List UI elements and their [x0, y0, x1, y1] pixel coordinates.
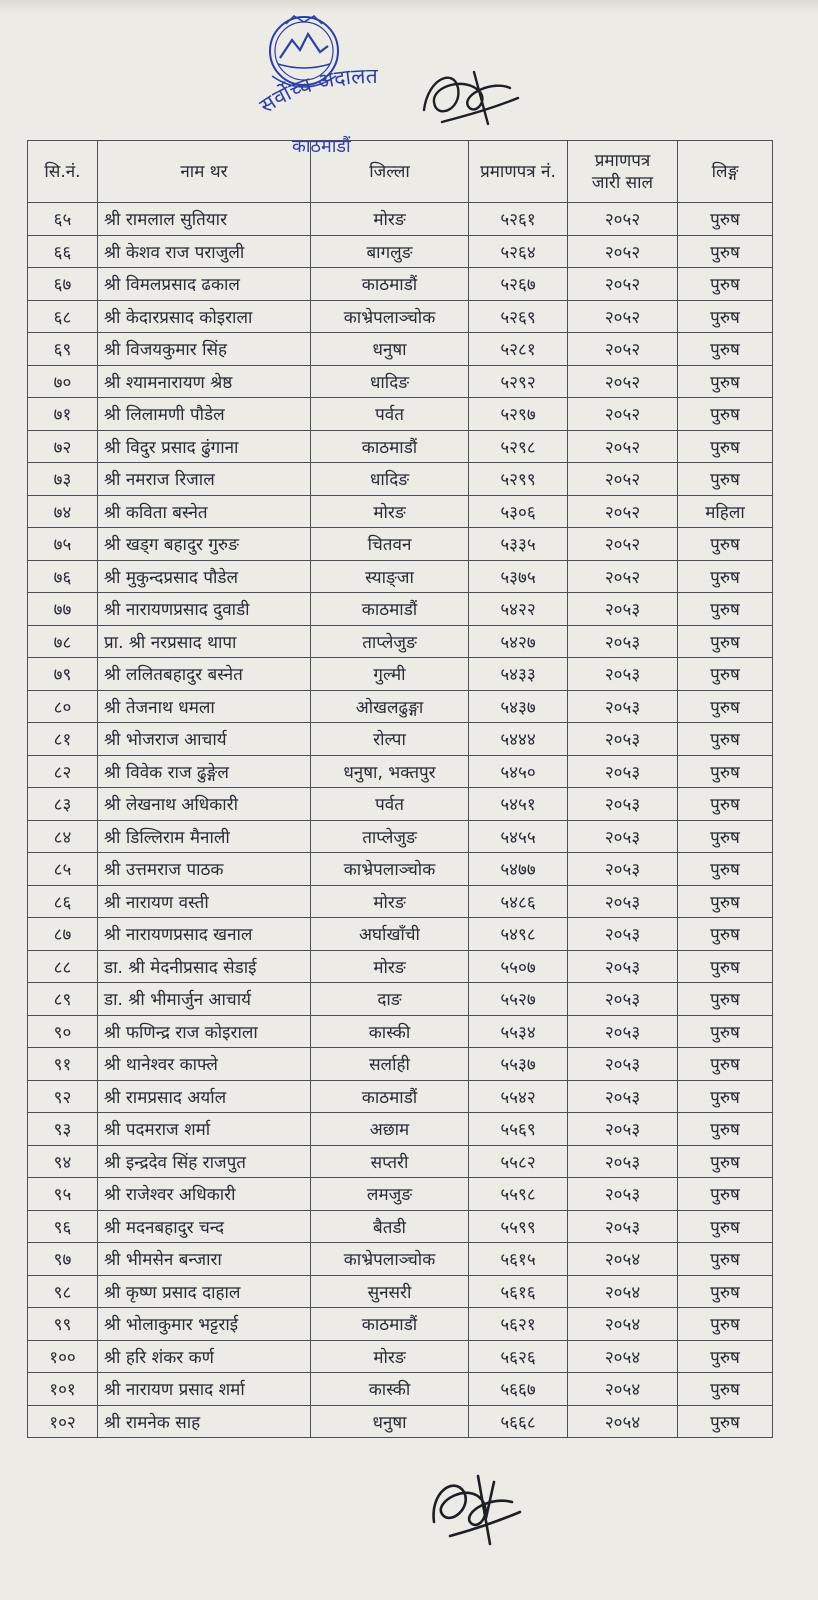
table-row	[28, 983, 773, 1016]
cell-district: काभ्रेपलाञ्चोक	[311, 300, 469, 333]
cell-certificate-number: ५४३७	[469, 690, 568, 723]
cell-certificate-number: ५५८२	[469, 1145, 568, 1178]
cell-gender: पुरुष	[678, 463, 773, 496]
cell-district: ताप्लेजुङ	[311, 625, 469, 658]
cell-gender: पुरुष	[678, 430, 773, 463]
cell-certificate-number: ५४९८	[469, 918, 568, 951]
cell-serial-number: १०१	[28, 1373, 98, 1406]
cell-name: श्री उत्तमराज पाठक	[98, 853, 311, 886]
cell-issue-year: २०५३	[568, 658, 678, 691]
cell-serial-number: ९७	[28, 1243, 98, 1276]
cell-name: श्री नारायण वस्ती	[98, 885, 311, 918]
seal-city-text: काठमाडौं	[292, 136, 351, 156]
cell-certificate-number: ५४५०	[469, 755, 568, 788]
cell-district: रोल्पा	[311, 723, 469, 756]
cell-serial-number: ६८	[28, 300, 98, 333]
cell-certificate-number: ५५२७	[469, 983, 568, 1016]
cell-name: श्री रामनेक साह	[98, 1405, 311, 1438]
table-row	[28, 788, 773, 821]
cell-gender: पुरुष	[678, 1015, 773, 1048]
cell-district: काठमाडौं	[311, 268, 469, 301]
cell-certificate-number: ५३३५	[469, 528, 568, 561]
cell-issue-year: २०५३	[568, 690, 678, 723]
table-row	[28, 333, 773, 366]
cell-issue-year: २०५३	[568, 1113, 678, 1146]
cell-district: सप्तरी	[311, 1145, 469, 1178]
cell-serial-number: ८६	[28, 885, 98, 918]
cell-gender: पुरुष	[678, 1113, 773, 1146]
table-row	[28, 1405, 773, 1438]
table-row	[28, 430, 773, 463]
cell-district: अछाम	[311, 1113, 469, 1146]
cell-serial-number: ६९	[28, 333, 98, 366]
cell-name: श्री नारायणप्रसाद दुवाडी	[98, 593, 311, 626]
cell-certificate-number: ५५३४	[469, 1015, 568, 1048]
table-row	[28, 203, 773, 236]
cell-gender: पुरुष	[678, 235, 773, 268]
table-row	[28, 1048, 773, 1081]
cell-name: श्री विजयकुमार सिंह	[98, 333, 311, 366]
table-row	[28, 853, 773, 886]
table-row	[28, 723, 773, 756]
table-row	[28, 1015, 773, 1048]
cell-issue-year: २०५२	[568, 528, 678, 561]
cell-issue-year: २०५३	[568, 1210, 678, 1243]
cell-gender: पुरुष	[678, 1243, 773, 1276]
cell-certificate-number: ५६६८	[469, 1405, 568, 1438]
cell-certificate-number: ५३७५	[469, 560, 568, 593]
table-row	[28, 658, 773, 691]
cell-certificate-number: ५२९७	[469, 398, 568, 431]
cell-certificate-number: ५४४४	[469, 723, 568, 756]
cell-gender: पुरुष	[678, 1275, 773, 1308]
cell-district: धनुषा	[311, 333, 469, 366]
cell-serial-number: ८४	[28, 820, 98, 853]
cell-serial-number: ९३	[28, 1113, 98, 1146]
cell-gender: पुरुष	[678, 983, 773, 1016]
cell-gender: पुरुष	[678, 625, 773, 658]
header-district: जिल्ला	[311, 141, 469, 203]
cell-certificate-number: ५४८६	[469, 885, 568, 918]
cell-district: धनुषा	[311, 1405, 469, 1438]
cell-name: श्री भीमसेन बन्जारा	[98, 1243, 311, 1276]
cell-district: ओखलढुङ्गा	[311, 690, 469, 723]
cell-certificate-number: ५४५१	[469, 788, 568, 821]
cell-gender: पुरुष	[678, 658, 773, 691]
cell-serial-number: ८५	[28, 853, 98, 886]
cell-gender: पुरुष	[678, 203, 773, 236]
cell-name: श्री ललितबहादुर बस्नेत	[98, 658, 311, 691]
header-certificate-number: प्रमाणपत्र नं.	[469, 141, 568, 203]
cell-issue-year: २०५४	[568, 1373, 678, 1406]
cell-serial-number: ८२	[28, 755, 98, 788]
cell-gender: महिला	[678, 495, 773, 528]
cell-issue-year: २०५२	[568, 430, 678, 463]
cell-gender: पुरुष	[678, 398, 773, 431]
cell-certificate-number: ५५४२	[469, 1080, 568, 1113]
header-gender: लिङ्ग	[678, 141, 773, 203]
cell-certificate-number: ५६६७	[469, 1373, 568, 1406]
cell-serial-number: ७६	[28, 560, 98, 593]
cell-issue-year: २०५२	[568, 560, 678, 593]
cell-serial-number: ८३	[28, 788, 98, 821]
cell-serial-number: ७१	[28, 398, 98, 431]
cell-district: काठमाडौं	[311, 593, 469, 626]
cell-gender: पुरुष	[678, 268, 773, 301]
cell-serial-number: ७८	[28, 625, 98, 658]
cell-gender: पुरुष	[678, 885, 773, 918]
cell-name: श्री मदनबहादुर चन्द	[98, 1210, 311, 1243]
cell-name: डा. श्री मेदनीप्रसाद सेडाई	[98, 950, 311, 983]
cell-gender: पुरुष	[678, 1373, 773, 1406]
cell-district: स्याङ्जा	[311, 560, 469, 593]
cell-district: काठमाडौं	[311, 1308, 469, 1341]
cell-serial-number: ९१	[28, 1048, 98, 1081]
cell-district: काभ्रेपलाञ्चोक	[311, 1243, 469, 1276]
cell-name: श्री कृष्ण प्रसाद दाहाल	[98, 1275, 311, 1308]
cell-name: श्री हरि शंकर कर्ण	[98, 1340, 311, 1373]
cell-district: धादिङ	[311, 463, 469, 496]
cell-issue-year: २०५३	[568, 950, 678, 983]
cell-issue-year: २०५३	[568, 853, 678, 886]
cell-serial-number: ६५	[28, 203, 98, 236]
table-row	[28, 560, 773, 593]
cell-certificate-number: ५२६४	[469, 235, 568, 268]
cell-gender: पुरुष	[678, 1308, 773, 1341]
cell-gender: पुरुष	[678, 1210, 773, 1243]
cell-name: श्री विमलप्रसाद ढकाल	[98, 268, 311, 301]
cell-gender: पुरुष	[678, 853, 773, 886]
cell-gender: पुरुष	[678, 950, 773, 983]
cell-certificate-number: ५६२१	[469, 1308, 568, 1341]
cell-district: काभ्रेपलाञ्चोक	[311, 853, 469, 886]
table-row	[28, 625, 773, 658]
cell-name: श्री पदमराज शर्मा	[98, 1113, 311, 1146]
cell-name: श्री विवेक राज ढुङ्गेल	[98, 755, 311, 788]
header-issue-year-line1: प्रमाणपत्र	[594, 150, 651, 171]
cell-certificate-number: ५४२२	[469, 593, 568, 626]
cell-district: मोरङ	[311, 1340, 469, 1373]
seal-arc-text: सर्वोच्च अदालत	[255, 64, 378, 119]
cell-gender: पुरुष	[678, 300, 773, 333]
cell-serial-number: ८७	[28, 918, 98, 951]
cell-issue-year: २०५३	[568, 1178, 678, 1211]
cell-certificate-number: ५२६९	[469, 300, 568, 333]
cell-name: श्री खड्ग बहादुर गुरुङ	[98, 528, 311, 561]
cell-name: श्री डिल्लिराम मैनाली	[98, 820, 311, 853]
cell-serial-number: ७०	[28, 365, 98, 398]
cell-certificate-number: ५५६९	[469, 1113, 568, 1146]
cell-certificate-number: ५५०७	[469, 950, 568, 983]
table-row	[28, 1243, 773, 1276]
cell-issue-year: २०५२	[568, 398, 678, 431]
cell-certificate-number: ५४३३	[469, 658, 568, 691]
table-row	[28, 1145, 773, 1178]
cell-name: डा. श्री भीमार्जुन आचार्य	[98, 983, 311, 1016]
cell-name: श्री इन्द्रदेव सिंह राजपुत	[98, 1145, 311, 1178]
cell-district: बैतडी	[311, 1210, 469, 1243]
cell-issue-year: २०५३	[568, 820, 678, 853]
cell-certificate-number: ५४५५	[469, 820, 568, 853]
table-row	[28, 365, 773, 398]
cell-issue-year: २०५३	[568, 1080, 678, 1113]
cell-serial-number: ६६	[28, 235, 98, 268]
cell-certificate-number: ५४७७	[469, 853, 568, 886]
cell-gender: पुरुष	[678, 560, 773, 593]
cell-name: श्री थानेश्वर काफ्ले	[98, 1048, 311, 1081]
cell-certificate-number: ५६२६	[469, 1340, 568, 1373]
cell-gender: पुरुष	[678, 690, 773, 723]
cell-serial-number: ९९	[28, 1308, 98, 1341]
cell-district: लमजुङ	[311, 1178, 469, 1211]
table-row	[28, 528, 773, 561]
table-row	[28, 1080, 773, 1113]
cell-gender: पुरुष	[678, 1048, 773, 1081]
header-serial-number: सि.नं.	[28, 141, 98, 203]
cell-certificate-number: ५२८१	[469, 333, 568, 366]
table-row	[28, 1308, 773, 1341]
table-row	[28, 268, 773, 301]
table-row	[28, 1340, 773, 1373]
cell-district: मोरङ	[311, 885, 469, 918]
cell-serial-number: ९२	[28, 1080, 98, 1113]
cell-gender: पुरुष	[678, 918, 773, 951]
cell-issue-year: २०५२	[568, 203, 678, 236]
cell-district: गुल्मी	[311, 658, 469, 691]
cell-name: श्री मुकुन्दप्रसाद पौडेल	[98, 560, 311, 593]
cell-issue-year: २०५३	[568, 788, 678, 821]
cell-serial-number: ७९	[28, 658, 98, 691]
cell-certificate-number: ५५९८	[469, 1178, 568, 1211]
cell-issue-year: २०५२	[568, 495, 678, 528]
cell-gender: पुरुष	[678, 1178, 773, 1211]
table-row	[28, 820, 773, 853]
advocate-list-table	[27, 140, 773, 1438]
cell-serial-number: ७५	[28, 528, 98, 561]
cell-district: पर्वत	[311, 398, 469, 431]
cell-gender: पुरुष	[678, 723, 773, 756]
cell-issue-year: २०५४	[568, 1405, 678, 1438]
cell-district: धनुषा, भक्तपुर	[311, 755, 469, 788]
cell-district: ताप्लेजुङ	[311, 820, 469, 853]
cell-gender: पुरुष	[678, 1405, 773, 1438]
cell-certificate-number: ५३०६	[469, 495, 568, 528]
cell-certificate-number: ५२९९	[469, 463, 568, 496]
cell-gender: पुरुष	[678, 365, 773, 398]
cell-certificate-number: ५६१६	[469, 1275, 568, 1308]
table-row	[28, 950, 773, 983]
cell-issue-year: २०५४	[568, 1308, 678, 1341]
table-row	[28, 593, 773, 626]
cell-gender: पुरुष	[678, 755, 773, 788]
cell-district: चितवन	[311, 528, 469, 561]
cell-name: श्री कविता बस्नेत	[98, 495, 311, 528]
cell-serial-number: ९६	[28, 1210, 98, 1243]
signature-bottom	[420, 1462, 524, 1554]
cell-issue-year: २०५२	[568, 333, 678, 366]
cell-district: सर्लाही	[311, 1048, 469, 1081]
cell-issue-year: २०५३	[568, 723, 678, 756]
cell-certificate-number: ५५३७	[469, 1048, 568, 1081]
cell-name: श्री भोजराज आचार्य	[98, 723, 311, 756]
cell-district: पर्वत	[311, 788, 469, 821]
table-row	[28, 885, 773, 918]
cell-issue-year: २०५३	[568, 1015, 678, 1048]
cell-district: सुनसरी	[311, 1275, 469, 1308]
cell-serial-number: ९८	[28, 1275, 98, 1308]
table-row	[28, 398, 773, 431]
cell-issue-year: २०५२	[568, 300, 678, 333]
table-row	[28, 1178, 773, 1211]
cell-name: श्री नारायणप्रसाद खनाल	[98, 918, 311, 951]
cell-gender: पुरुष	[678, 1340, 773, 1373]
cell-district: मोरङ	[311, 950, 469, 983]
table-row	[28, 495, 773, 528]
cell-name: श्री लेखनाथ अधिकारी	[98, 788, 311, 821]
cell-certificate-number: ५२६१	[469, 203, 568, 236]
signature-top	[414, 58, 524, 138]
cell-issue-year: २०५२	[568, 463, 678, 496]
cell-issue-year: २०५२	[568, 365, 678, 398]
cell-issue-year: २०५३	[568, 755, 678, 788]
cell-serial-number: ७४	[28, 495, 98, 528]
table-row	[28, 1210, 773, 1243]
cell-serial-number: ९५	[28, 1178, 98, 1211]
header-issue-year	[568, 141, 678, 203]
cell-certificate-number: ५२६७	[469, 268, 568, 301]
cell-name: श्री लिलामणी पौडेल	[98, 398, 311, 431]
table-row	[28, 690, 773, 723]
cell-name: श्री विदुर प्रसाद ढुंगाना	[98, 430, 311, 463]
table-row	[28, 1113, 773, 1146]
cell-issue-year: २०५२	[568, 268, 678, 301]
cell-gender: पुरुष	[678, 1145, 773, 1178]
cell-name: श्री रामलाल सुतियार	[98, 203, 311, 236]
cell-issue-year: २०५३	[568, 1145, 678, 1178]
cell-serial-number: १०२	[28, 1405, 98, 1438]
header-issue-year-line2: जारी साल	[591, 172, 654, 193]
cell-certificate-number: ५२९८	[469, 430, 568, 463]
cell-gender: पुरुष	[678, 528, 773, 561]
cell-serial-number: ७७	[28, 593, 98, 626]
cell-issue-year: २०५४	[568, 1275, 678, 1308]
cell-serial-number: ६७	[28, 268, 98, 301]
cell-district: मोरङ	[311, 203, 469, 236]
cell-gender: पुरुष	[678, 593, 773, 626]
cell-district: कास्की	[311, 1015, 469, 1048]
cell-issue-year: २०५३	[568, 983, 678, 1016]
cell-certificate-number: ५२९२	[469, 365, 568, 398]
header-name: नाम थर	[98, 141, 311, 203]
cell-district: कास्की	[311, 1373, 469, 1406]
cell-district: दाङ	[311, 983, 469, 1016]
cell-name: श्री भोलाकुमार भट्टराई	[98, 1308, 311, 1341]
cell-name: श्री नमराज रिजाल	[98, 463, 311, 496]
cell-district: मोरङ	[311, 495, 469, 528]
cell-certificate-number: ५४२७	[469, 625, 568, 658]
table-row	[28, 1275, 773, 1308]
cell-serial-number: ९४	[28, 1145, 98, 1178]
table-body	[28, 203, 773, 1438]
cell-name: श्री राजेश्वर अधिकारी	[98, 1178, 311, 1211]
cell-name: प्रा. श्री नरप्रसाद थापा	[98, 625, 311, 658]
cell-issue-year: २०५३	[568, 593, 678, 626]
cell-district: काठमाडौं	[311, 1080, 469, 1113]
cell-issue-year: २०५३	[568, 918, 678, 951]
cell-issue-year: २०५३	[568, 625, 678, 658]
cell-certificate-number: ५६१५	[469, 1243, 568, 1276]
cell-gender: पुरुष	[678, 1080, 773, 1113]
cell-name: श्री श्यामनारायण श्रेष्ठ	[98, 365, 311, 398]
cell-serial-number: ८८	[28, 950, 98, 983]
cell-gender: पुरुष	[678, 333, 773, 366]
cell-gender: पुरुष	[678, 788, 773, 821]
cell-issue-year: २०५४	[568, 1340, 678, 1373]
table-row	[28, 300, 773, 333]
cell-name: श्री केशव राज पराजुली	[98, 235, 311, 268]
cell-name: श्री फणिन्द्र राज कोइराला	[98, 1015, 311, 1048]
cell-name: श्री रामप्रसाद अर्याल	[98, 1080, 311, 1113]
cell-district: काठमाडौं	[311, 430, 469, 463]
cell-certificate-number: ५५९९	[469, 1210, 568, 1243]
cell-district: धादिङ	[311, 365, 469, 398]
cell-issue-year: २०५४	[568, 1243, 678, 1276]
table-row	[28, 463, 773, 496]
table-header	[28, 141, 773, 203]
cell-serial-number: ९०	[28, 1015, 98, 1048]
cell-district: बागलुङ	[311, 235, 469, 268]
cell-serial-number: ७२	[28, 430, 98, 463]
cell-serial-number: १००	[28, 1340, 98, 1373]
cell-serial-number: ८१	[28, 723, 98, 756]
cell-district: अर्घाखाँची	[311, 918, 469, 951]
cell-serial-number: ७३	[28, 463, 98, 496]
table-row	[28, 235, 773, 268]
cell-serial-number: ८०	[28, 690, 98, 723]
cell-issue-year: २०५३	[568, 885, 678, 918]
table-row	[28, 1373, 773, 1406]
cell-issue-year: २०५३	[568, 1048, 678, 1081]
cell-name: श्री तेजनाथ धमला	[98, 690, 311, 723]
cell-name: श्री नारायण प्रसाद शर्मा	[98, 1373, 311, 1406]
cell-gender: पुरुष	[678, 820, 773, 853]
cell-name: श्री केदारप्रसाद कोइराला	[98, 300, 311, 333]
cell-issue-year: २०५२	[568, 235, 678, 268]
table-row	[28, 755, 773, 788]
table-row	[28, 918, 773, 951]
cell-serial-number: ८९	[28, 983, 98, 1016]
